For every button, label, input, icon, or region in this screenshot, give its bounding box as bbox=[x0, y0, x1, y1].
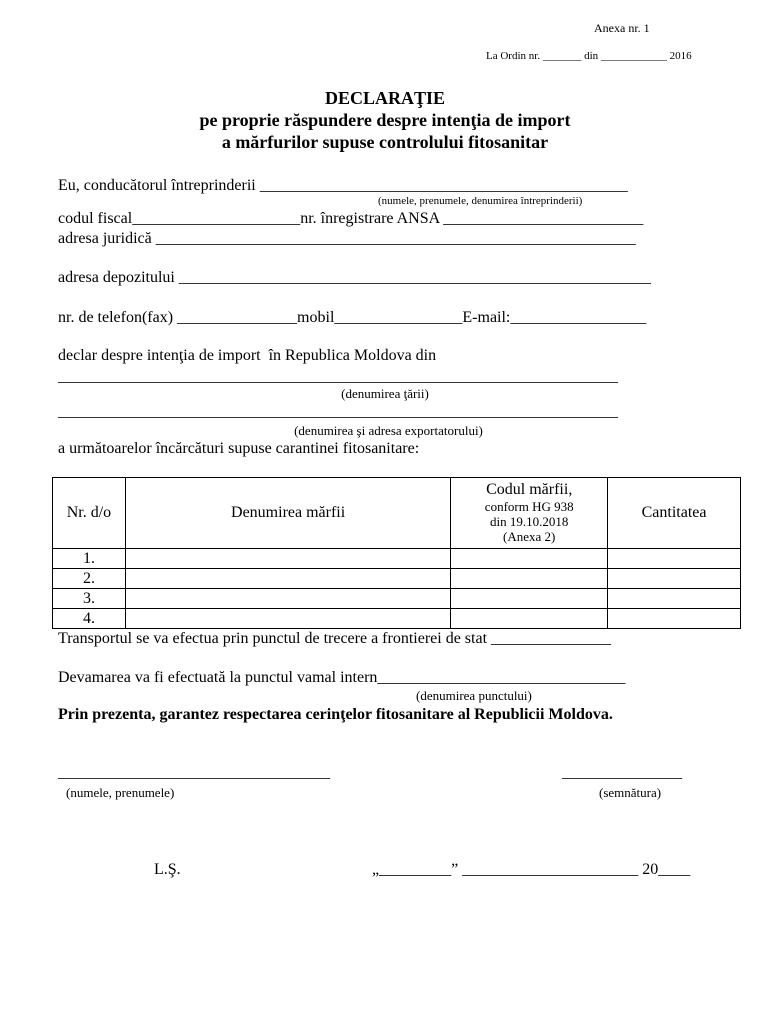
goods-name-cell[interactable] bbox=[125, 549, 450, 569]
col-code-header-line4: (Anexa 2) bbox=[503, 528, 556, 544]
goods-table bbox=[52, 477, 741, 629]
seal-label: L.Ş. bbox=[154, 861, 181, 878]
document-title: DECLARAŢIE bbox=[324, 88, 446, 108]
table-row bbox=[53, 609, 741, 629]
border-crossing-field[interactable]: Transportul se va efectua prin punctul de trecere a frontierei de stat _______________ bbox=[58, 630, 612, 647]
goods-name-cell[interactable] bbox=[125, 609, 450, 629]
warehouse-address-field[interactable]: adresa depozitului ___________________________________________________________ bbox=[58, 269, 651, 286]
goods-qty-cell[interactable] bbox=[608, 569, 741, 589]
col-code-header-line1: Codul mărfii, bbox=[486, 481, 573, 499]
goods-code-cell[interactable] bbox=[451, 589, 608, 609]
goods-name-cell[interactable] bbox=[125, 569, 450, 589]
goods-intro: a următoarelor încărcături supuse carantinei fitosanitare: bbox=[58, 440, 420, 457]
row-number: 4. bbox=[53, 609, 126, 629]
col-code-header bbox=[451, 478, 608, 549]
col-name-header: Denumirea mărfii bbox=[125, 478, 450, 549]
col-code-header-line3: din 19.10.2018 bbox=[490, 513, 569, 529]
table-row bbox=[53, 549, 741, 569]
col-nr-header: Nr. d/o bbox=[53, 478, 126, 549]
table-header-row bbox=[53, 478, 741, 549]
goods-qty-cell[interactable] bbox=[608, 609, 741, 629]
country-hint: (denumirea ţării) bbox=[341, 386, 429, 401]
customs-point-field[interactable]: Devamarea va fi efectuată la punctul vamal intern_______________________________ bbox=[58, 669, 626, 686]
name-hint: (numele, prenumele) bbox=[66, 785, 175, 800]
goods-qty-cell[interactable] bbox=[608, 549, 741, 569]
name-signature-line[interactable]: __________________________________ bbox=[58, 764, 330, 781]
country-field[interactable]: ______________________________________________________________________ bbox=[58, 368, 618, 385]
row-number: 2. bbox=[53, 569, 126, 589]
row-number: 1. bbox=[53, 549, 126, 569]
col-qty-header: Cantitatea bbox=[608, 478, 741, 549]
document-subtitle-1: pe proprie răspundere despre intenţia de import bbox=[199, 110, 571, 130]
goods-code-cell[interactable] bbox=[451, 609, 608, 629]
table-row bbox=[53, 569, 741, 589]
director-hint: (numele, prenumele, denumirea întreprinderii) bbox=[378, 195, 583, 207]
goods-code-cell[interactable] bbox=[451, 549, 608, 569]
order-reference: La Ordin nr. _______ din ____________ 2016 bbox=[486, 50, 692, 62]
guarantee-statement: Prin prezenta, garantez respectarea cerinţelor fitosanitare al Republicii Moldova. bbox=[58, 706, 613, 723]
goods-code-cell[interactable] bbox=[451, 569, 608, 589]
exporter-hint: (denumirea şi adresa exportatorului) bbox=[294, 423, 483, 438]
declare-statement: declar despre intenţia de import în Republica Moldova din bbox=[58, 347, 437, 364]
annex-label: Anexa nr. 1 bbox=[594, 21, 650, 35]
goods-name-cell[interactable] bbox=[125, 589, 450, 609]
document-subtitle-2: a mărfurilor supuse controlului fitosanitar bbox=[221, 132, 549, 152]
table-row bbox=[53, 589, 741, 609]
exporter-field[interactable]: ______________________________________________________________________ bbox=[58, 403, 618, 420]
director-field[interactable]: Eu, conducătorul întreprinderii ______________________________________________ bbox=[58, 177, 628, 194]
legal-address-field[interactable]: adresa juridică ____________________________________________________________ bbox=[58, 230, 636, 247]
signature-line[interactable]: _______________ bbox=[562, 764, 682, 781]
signature-hint: (semnătura) bbox=[599, 785, 662, 800]
fiscal-code-field[interactable]: codul fiscal_____________________nr. înregistrare ANSA _________________________ bbox=[58, 210, 644, 227]
col-code-header-line2: conform HG 938 bbox=[484, 498, 574, 514]
customs-point-hint: (denumirea punctului) bbox=[416, 688, 532, 703]
row-number: 3. bbox=[53, 589, 126, 609]
goods-qty-cell[interactable] bbox=[608, 589, 741, 609]
date-field[interactable]: „_________” ______________________ 20____ bbox=[372, 861, 691, 878]
contact-field[interactable]: nr. de telefon(fax) _______________mobil________________E-mail:_________________ bbox=[58, 309, 647, 326]
